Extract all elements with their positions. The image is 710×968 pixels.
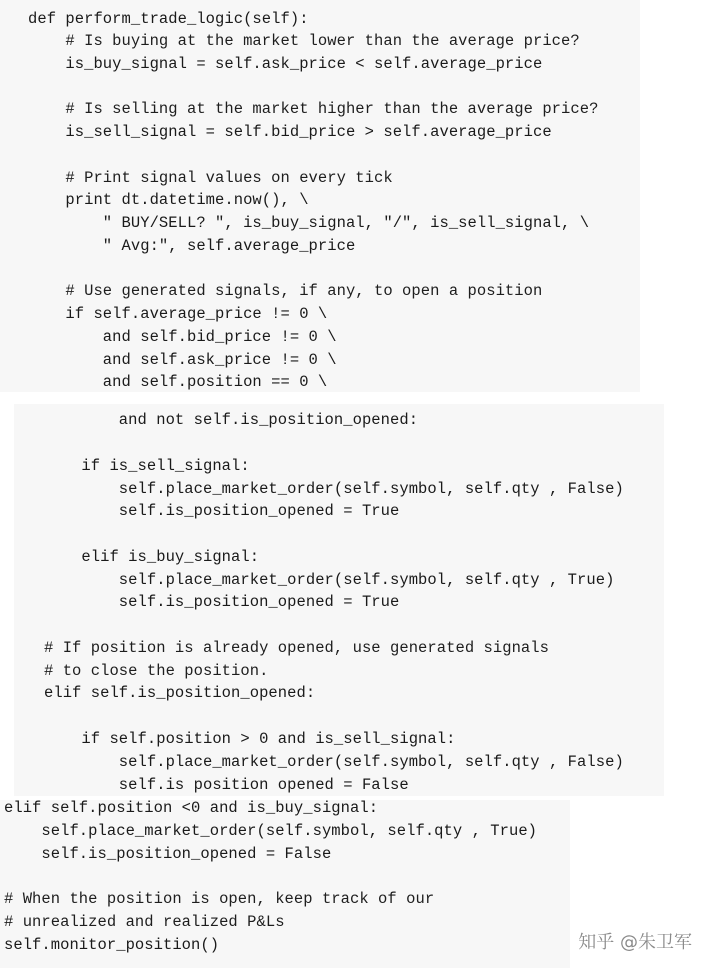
code-line: if self.average_price != 0 \ (28, 305, 328, 323)
code-line: def perform_trade_logic(self): (28, 10, 309, 28)
code-line: self.place_market_order(self.symbol, self.qty , True) (4, 822, 538, 840)
code-line: elif self.position <0 and is_buy_signal: (4, 799, 379, 817)
code-comment: # Use generated signals, if any, to open a position (28, 282, 543, 300)
code-line: " Avg:", self.average_price (28, 237, 356, 255)
code-comment: # Print signal values on every tick (28, 169, 393, 187)
watermark-text: 知乎 @朱卫军 (578, 932, 692, 953)
code-line: self.is_position_opened = True (44, 593, 400, 611)
code-comment: # When the position is open, keep track of our (4, 890, 435, 908)
code-line: self.monitor_position() (4, 936, 220, 954)
code-line: self.place_market_order(self.symbol, self.qty , False) (44, 753, 624, 771)
code-comment: # Is buying at the market lower than the average price? (28, 32, 580, 50)
code-line: is_buy_signal = self.ask_price < self.average_price (28, 55, 543, 73)
code-line: elif self.is_position_opened: (44, 684, 316, 702)
code-line: is_sell_signal = self.bid_price > self.average_price (28, 123, 552, 141)
code-line: self.is position opened = False (44, 776, 409, 794)
code-line: and not self.is_position_opened: (44, 411, 419, 429)
code-line: if self.position > 0 and is_sell_signal: (44, 730, 456, 748)
code-comment: # Is selling at the market higher than the average price? (28, 100, 599, 118)
code-line: self.is_position_opened = True (44, 502, 400, 520)
code-line: if is_sell_signal: (44, 457, 250, 475)
code-line: self.is_position_opened = False (4, 845, 332, 863)
code-comment: # If position is already opened, use generated signals (44, 639, 549, 657)
code-line: print dt.datetime.now(), \ (28, 191, 309, 209)
code-line: and self.bid_price != 0 \ (28, 328, 337, 346)
code-line: and self.ask_price != 0 \ (28, 351, 337, 369)
code-line: and self.position == 0 \ (28, 373, 328, 391)
code-line: " BUY/SELL? ", is_buy_signal, "/", is_sell_signal, \ (28, 214, 590, 232)
code-line: self.place_market_order(self.symbol, self.qty , False) (44, 480, 624, 498)
code-comment: # unrealized and realized P&Ls (4, 913, 285, 931)
code-line: elif is_buy_signal: (44, 548, 260, 566)
code-line: self.place_market_order(self.symbol, self.qty , True) (44, 571, 615, 589)
code-comment: # to close the position. (44, 662, 269, 680)
